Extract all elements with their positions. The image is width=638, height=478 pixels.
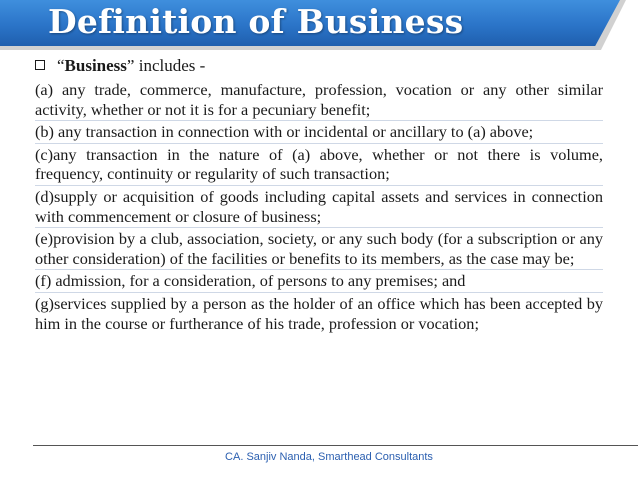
item-e-text: (e)provision by a club, association, society, or any such body (for a subscription or any other consideration) of the facilities or benefits to its members, as the case may be; <box>35 229 603 268</box>
list-item-e <box>35 228 603 270</box>
intro-rest: ” includes - <box>126 56 206 75</box>
footer-credit: CA. Sanjiv Nanda, Smarthead Consultants <box>225 451 433 463</box>
intro-keyword: Business <box>64 56 127 75</box>
item-d-text: (d)supply or acquisition of goods including capital assets and services in connection with commencement or closure of business; <box>35 186 603 226</box>
list-item-a <box>35 79 603 121</box>
item-f-text: (f) admission, for a consideration, of person <box>35 271 321 291</box>
bottom-divider <box>33 445 638 446</box>
item-c-text: (c)any transaction in the nature of (a) above, whether or not there is volume, frequency, continuity or regularity of such transaction; <box>35 144 603 184</box>
list-item-b <box>35 121 603 144</box>
footer <box>0 451 638 463</box>
intro-open-quote: “ <box>57 56 65 75</box>
item-f-italic: s <box>320 271 328 291</box>
item-a-text: (a) any trade, commerce, manufacture, profession, vocation or any other similar activity, whether or not it is for a pecuniary benefit; <box>35 80 603 119</box>
checkbox-bullet-icon <box>35 60 45 70</box>
item-b-text: (b) any transaction in connection with or incidental or ancillary to (a) above; <box>35 122 534 142</box>
list-item-f <box>35 270 603 293</box>
intro-line <box>35 56 205 76</box>
item-g-text: (g)services supplied by a person as the holder of an office which has been accepted by him in the course or furtherance of his trade, profession or vocation; <box>35 293 603 333</box>
definition-list <box>35 79 603 334</box>
slide-title: Definition of Business <box>48 2 464 41</box>
list-item-c <box>35 144 603 186</box>
list-item-d <box>35 186 603 228</box>
item-f-text-end: to any premises; and <box>327 271 466 291</box>
list-item-g <box>35 293 603 334</box>
